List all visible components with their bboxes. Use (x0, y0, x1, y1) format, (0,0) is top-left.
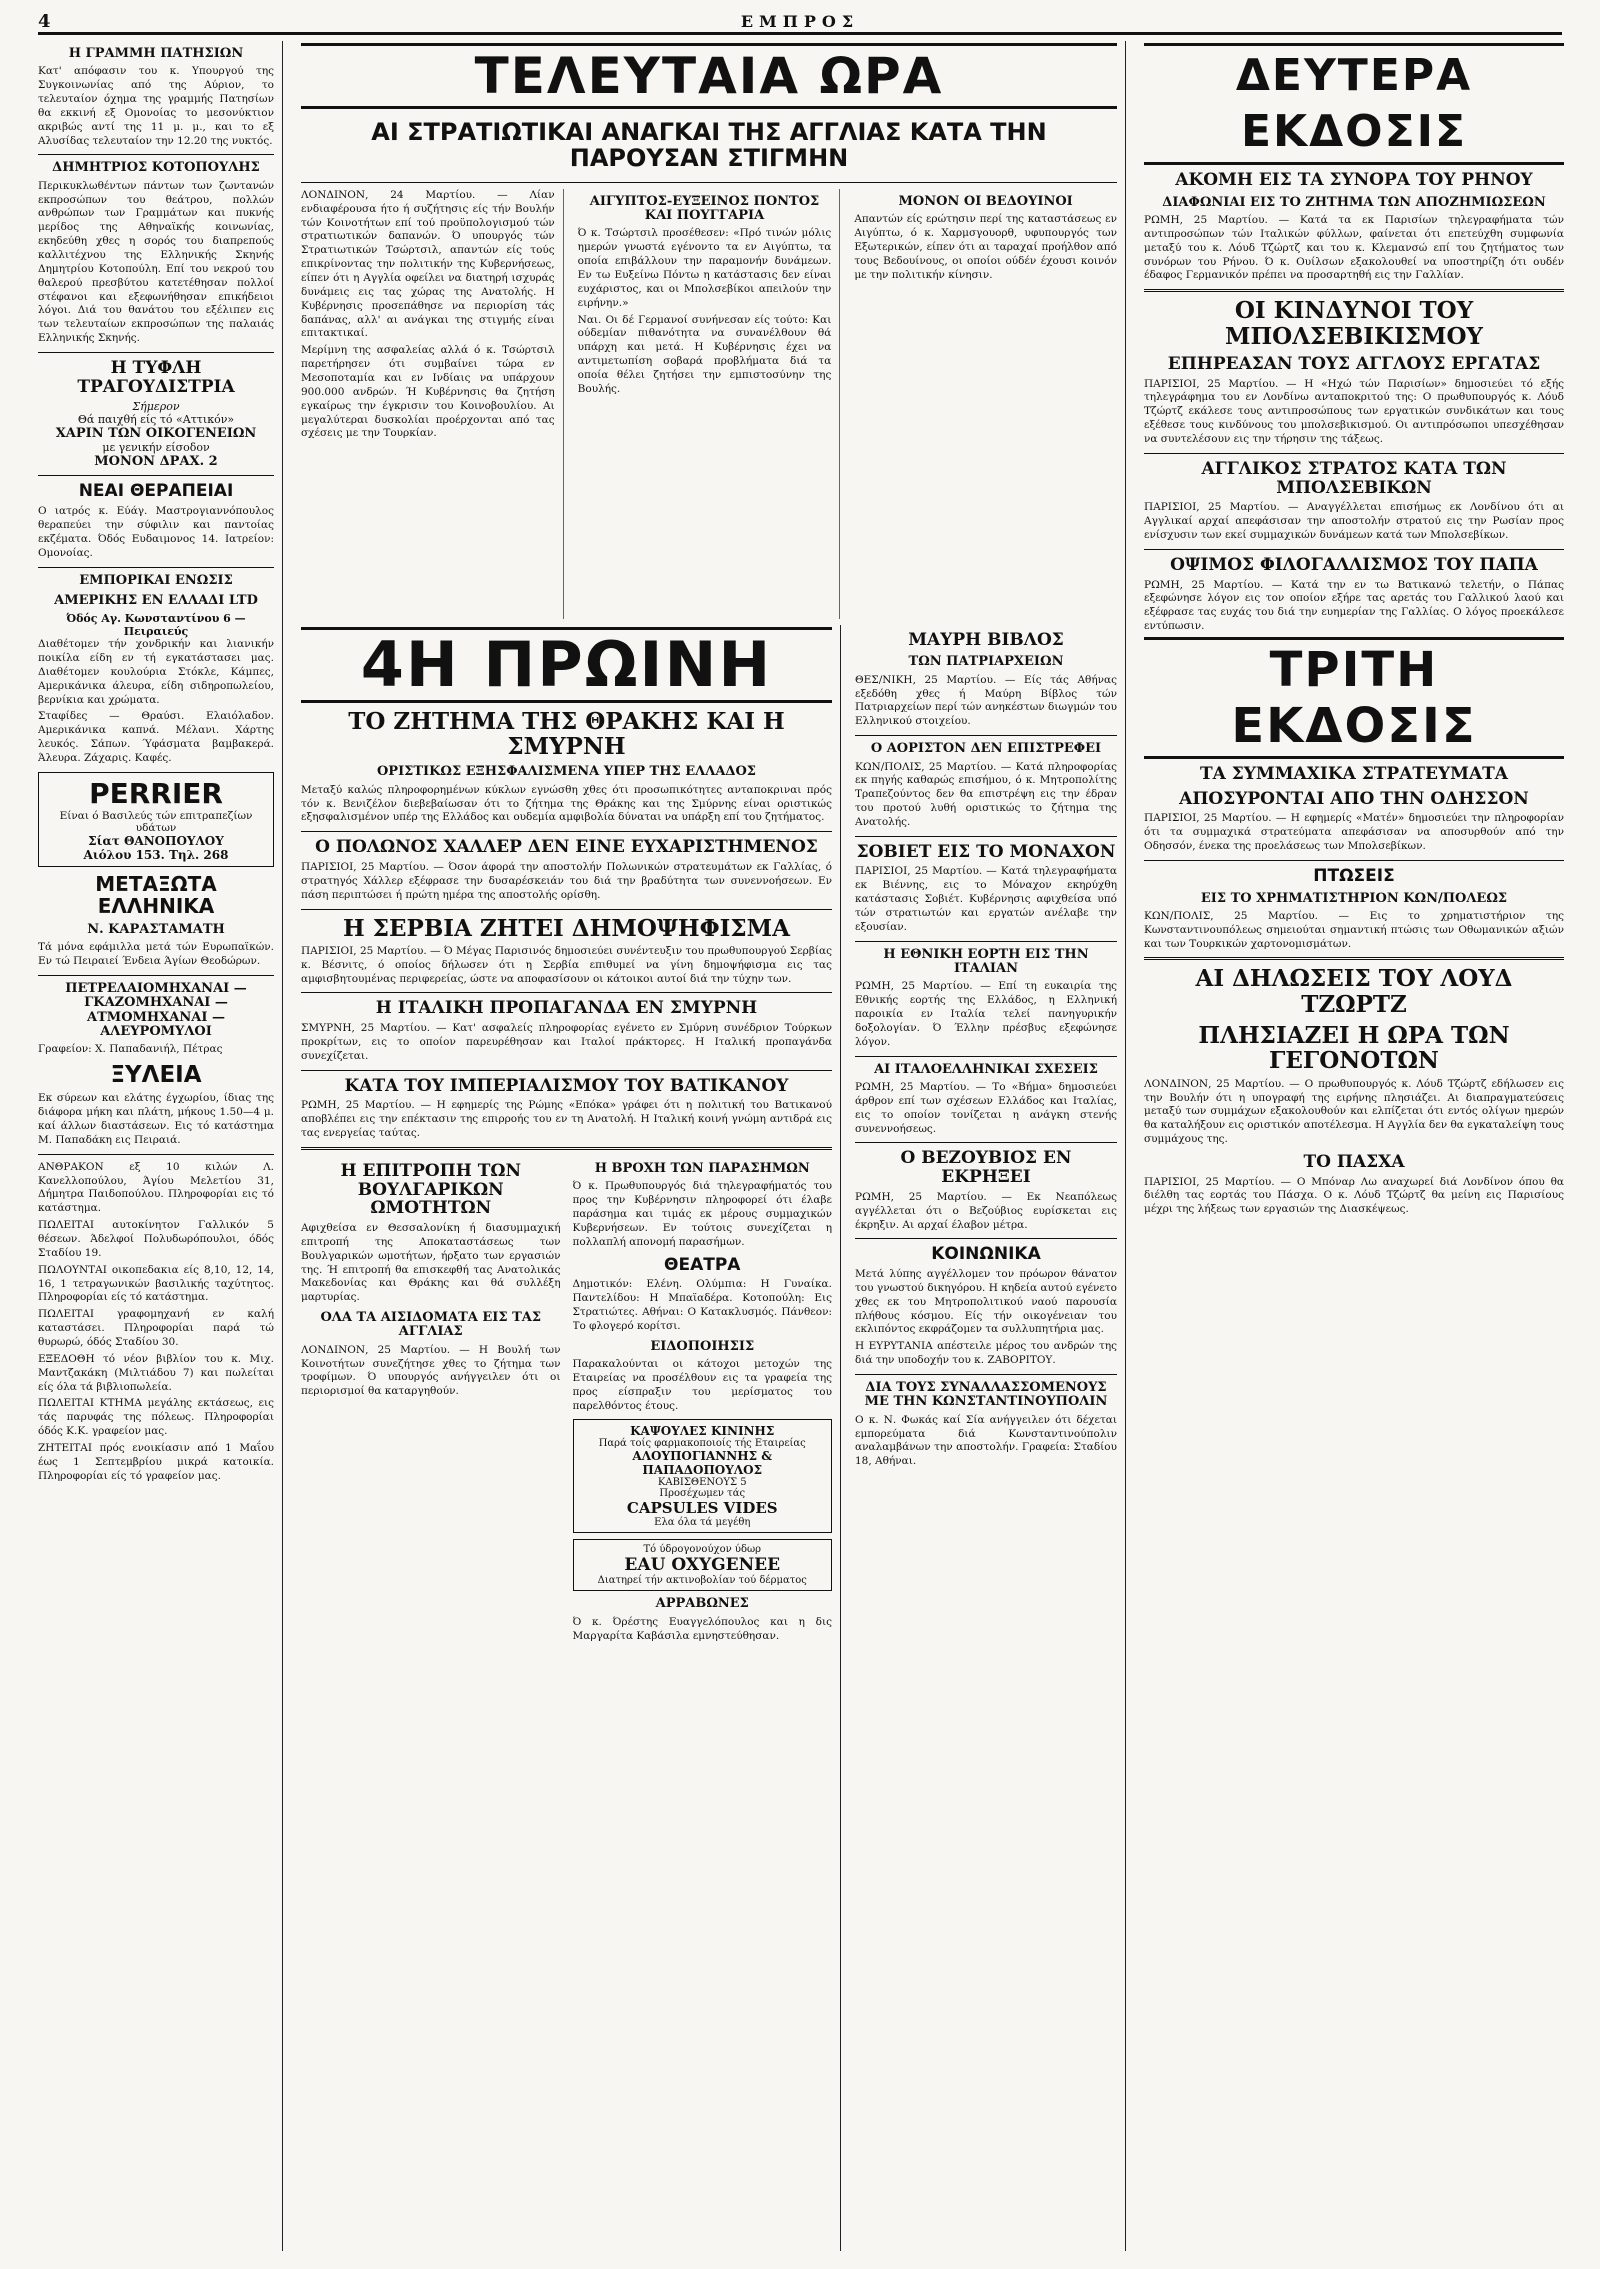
black-book-headline: ΜΑΥΡΗ ΒΙΒΛΟΣ (908, 629, 1064, 650)
egypt-text: Ό κ. Τσώρτσιλ προσέθεσεν: «Πρό τινών μόλις ημερών γνωστά εγένοντο τα εν Αιγύπτω, τα οποία επιβάλλουν την παραμονήν δυνάμεων. Εν τω Ευξείνω Πόντω η κατάστασις δεν είναι ευχάριστος, και οι Μπολσεβίκοι απειλούν την ειρήνην.» (577, 227, 832, 309)
left-column (38, 41, 283, 2251)
blind-singer-line3: με γενικήν είσοδον (102, 441, 210, 455)
italo-greek-headline: ΑΙ ΙΤΑΛΟΕΛΛΗΝΙΚΑΙ ΣΧΕΣΕΙΣ (874, 1061, 1098, 1077)
center-left-block (301, 625, 841, 2251)
trade-union-sub: ΑΜΕΡΙΚΗΣ ΕΝ ΕΛΛΑΔΙ LTD (54, 592, 258, 608)
bolshevism-subhead: ΕΠΗΡΕΑΣΑΝ ΤΟΥΣ ΑΓΓΛΟΥΣ ΕΡΓΑΤΑΣ (1167, 353, 1541, 374)
easter-text: ΠΑΡΙΣΙΟΙ, 25 Μαρτίου. — Ο Μπόναρ Λω αναχωρεί διά Λονδίνον όπου θα διέλθη τας εορτάς του Πάσχα. Ο κ. Λόυδ Τζώρτζ θα μείνη εις Παρισίους μέχρι της λήξεως των εργασιών της Διασκέψεως. (1144, 1175, 1564, 1216)
quinine-line3: ΑΛΟΥΠΟΓΙΑΝΝΗΣ & ΠΑΠΑΔΟΠΟΥΛΟΣ (632, 1449, 773, 1478)
engagements-text: Ό κ. Όρέστης Ευαγγελόπουλος και η δις Μαργαρίτα Καβάσιλα εμνηστεύθησαν. (572, 1615, 832, 1642)
silks-text: Τά μόνα εφάμιλλα μετά τών Ευρωπαϊκών. Εν τώ Πειραιεί Ένδεια Άγίων Θεοδώρων. (38, 941, 274, 968)
lloyd-george-subhead: ΠΛΗΣΙΑΖΕΙ Η ΩΡΑ ΤΩΝ ΓΕΓΟΝΟΤΩΝ (1198, 1022, 1510, 1075)
rhine-headline: ΑΚΟΜΗ ΕΙΣ ΤΑ ΣΥΝΟΡΑ ΤΟΥ ΡΗΝΟΥ (1175, 170, 1533, 190)
bolshevism-text: ΠΑΡΙΣΙΟΙ, 25 Μαρτίου. — Η «Ηχώ τών Παρισίων» δημοσιεύει τό εξής τηλεγράφημα του εν Λονδίνω ανταποκριτού της: Ο πρωθυπουργός κ. Λόυδ Τζώρτζ εκάλεσε τους αντιπροσώπους των εργατικών συνδικάτων και τους εξέθεσε τους κινδύνους του μπολσεβικισμού. Οι αντιπρόσωποι υπεσχέθησαν να συντελέσουν εις την τήρησιν της τάξεως. (1144, 377, 1564, 445)
haller-text: ΠΑΡΙΣΙΟΙ, 25 Μαρτίου. — Όσον άφορά την αποστολήν Πολωνικών στρατευμάτων εκ Γαλλίας, ό στρατηγός Χάλλερ εξέφρασε την δυσαρέσκειάν του διά την βραδύτητα των συνεννοήσεων. Εν πάση περιπτώσει ή πρώτη ημέρα της αποστολής ορίσθη. (301, 860, 832, 901)
trade-union-text: Διαθέτομεν τήν χονδρικήν και λιανικήν ποικίλα είδη εν τή εγκατάστασει μας. Διαθέτομεν κουλούρια Στόκλε, Κάμπες, Αμερικάνικα άλευρα, είδη σιδηροπωλείου, βερνίκια και χρώματα. (38, 638, 274, 706)
exile-text: ΚΩΝ/ΠΟΛΙΣ, 25 Μαρτίου. — Κατά πληροφορίας εκ πηγής καθαρώς επισήμου, ό κ. Μητροπολίτης Τραπεζούντος δεν θα επιστρέψη εις την έδραν του προτού λυθή οριστικώς το ζήτημα της Ανατολής. (855, 760, 1117, 828)
odessa-headline: ΤΑ ΣΥΜΜΑΧΙΚΑ ΣΤΡΑΤΕΥΜΑΤΑ (1199, 763, 1508, 784)
rhine-text: ΡΩΜΗ, 25 Μαρτίου. — Κατά τα εκ Παρισίων τηλεγραφήματα τών αντιπροσώπων τών Ιταλικών φύλλων, φαίνεται ότι επετεύχθη συμφωνία μεταξύ του κ. Λόυδ Τζώρτζ και του κ. Κλεμανσώ επί του ζητήματος των συνόρων του Ρήνου. Ό κ. Ουίλσων εξακολουθεί να υποστηρίζη ότι ουδέν έδαφος Γερμανικόν πρέπει να προσαρτηθή εις την Γαλλίαν. (1144, 213, 1564, 282)
trade-union-list: Σταφίδες — Θραύσι. Ελαιόλαδον. Αμερικάνικα καπνά. Μέλανι. Χάρτης λευκός. Σάπων. Ύφάσματα βαμβακερά. Άλευρα. Ζάχαρις. Καφές. (38, 710, 274, 765)
exile-headline: Ο ΑΟΡΙΣΤΟΝ ΔΕΝ ΕΠΙΣΤΡΕΦΕΙ (870, 741, 1102, 757)
vesuvius-text: ΡΩΜΗ, 25 Μαρτίου. — Εκ Νεαπόλεως αγγέλλεται ότι ο Βεζούβιος ευρίσκεται εις έκρηξιν. Αι αρχαί έλαβον μέτρα. (855, 1190, 1117, 1231)
rain-text: Ό κ. Πρωθυπουργός διά τηλεγραφήματός του προς την Κυβέρνησιν πληροφορεί ότι έλαβε παράσημα και τιμάς εκ μέρους συμμαχικών Κυβερνήσεων. Εν τούτοις συνεχίζεται η πολλαπλή απονομή παρασήμων. (572, 1180, 832, 1248)
perrier-title: PERRIER (89, 776, 223, 810)
thrace-subhead: ΟΡΙΣΤΙΚΩΣ ΕΞΗΣΦΑΛΙΣΜΕΝΑ ΥΠΕΡ ΤΗΣ ΕΛΛΑΔΟΣ (376, 764, 757, 780)
eau-line3: Διατηρεί τήν ακτινοβολίαν τού δέρματος (597, 1575, 807, 1587)
paper-name: ΕΜΠΡΟΣ (740, 11, 860, 31)
lead-story-col1: ΛΟΝΔΙΝΟΝ, 24 Μαρτίου. — Λίαν ενδιαφέρουσα ήτο ή συζήτησις είς τήν Βουλήν τών Κοινοτήτων επί τού προϋπολογισμού τών στρατιωτικών δαπανών. Ό υπουργός τών Στρατιωτικών Τσώρτσιλ, απαντών είς τούς επικρίνοντας την πολιτικήν της Κυβερνήσεως, είπεν ότι η Αγγλία οφείλει να διατηρή ισχυράς δυνάμεις εις τας χώρας της Ανατολής. Η Κυβέρνησις προσεπάθησε να περιορίση τάς δαπάνας, αλλ' αι ανάγκαι της στιγμής είναι επιτακτικαί. (301, 188, 555, 340)
classified-item: ΠΩΛΟΥΝΤΑΙ οικοπεδακια είς 8,10, 12, 14, 16, 1 τετραγωνικών βασιλικής ταχύτητος. Πληροφορίαι είς τό κατάστημα. (38, 1263, 274, 1304)
eau-oxygenee-ad (573, 1539, 833, 1591)
center-right-block (855, 625, 1117, 2251)
rhine-subhead: ΔΙΑΦΩΝΙΑΙ ΕΙΣ ΤΟ ΖΗΤΗΜΑ ΤΩΝ ΑΠΟΖΗΜΙΩΣΕΩΝ (1162, 194, 1546, 210)
british-army-headline: ΑΓΓΛΙΚΟΣ ΣΤΡΑΤΟΣ ΚΑΤΑ ΤΩΝ ΜΠΟΛΣΕΒΙΚΩΝ (1201, 458, 1507, 498)
notices-text: Παρακαλούνται οι κάτοχοι μετοχών της Εταιρείας να προσέλθουν εις τα γραφεία της προς είσπραξιν του μερίσματος του παρελθόντος έτους. (572, 1357, 832, 1412)
eurytania-text: Η ΕΥΡΥΤΑΝΙΑ απέστειλε μέρος του ανδρών της διά την υποδοχήν του κ. ΖΑΒΟΡΙΤΟΥ. (855, 1340, 1117, 1367)
bedouins-text: Απαντών είς ερώτησιν περί της καταστάσεως εν Αιγύπτω, ό κ. Χαρμσγουορθ, υφυπουργός των Εξωτερικών, είπεν ότι αι ταραχαί προήλθον από τους Βεδουίνους, οι οποίοι ούδέν έχουσι κοινόν με την πολιτικήν κίνησιν. (854, 213, 1117, 281)
thrace-headline: ΤΟ ΖΗΤΗΜΑ ΤΗΣ ΘΡΑΚΗΣ ΚΑΙ Η ΣΜΥΡΝΗ (348, 707, 785, 761)
silks-headline: ΜΕΤΑΞΩΤΑ ΕΛΛΗΝΙΚΑ (95, 871, 217, 918)
second-edition-banner: ΔΕΥΤΕΡΑ ΕΚΔΟΣΙΣ (1144, 43, 1564, 165)
bedouins-subhead: ΜΟΝΟΝ ΟΙ ΒΕΔΟΥΙΝΟΙ (898, 193, 1073, 209)
patision-headline: Η ΓΡΑΜΜΗ ΠΑΤΗΣΙΩΝ (68, 46, 244, 61)
classified-item: ΠΩΛΕΙΤΑΙ γραφομηχανή εν καλή καταστάσει. Πληροφορίαι παρά τώ θυρωρώ, όδός Σταδίου 30. (38, 1308, 274, 1348)
engines-text: Γραφείον: Χ. Παπαδανιήλ, Πέτρας (38, 1043, 223, 1056)
theatre-text: Δημοτικόν: Ελένη. Ολύμπια: Η Γυναίκα. Παντελίδου: Η Μπαϊαδέρα. Κοτοπούλη: Εις Στρατιώτες. Αθήναι: Ο Κατακλυσμός. Πάνθεον: Το φλογερό κορίτσι. (572, 1278, 832, 1332)
center-section (301, 41, 1126, 2251)
classified-item: ΖΗΤΕΙΤΑΙ πρός ενοικίασιν από 1 Μαΐου έως 1 Σεπτεμβρίου μικρά κατοικία. Πληροφορίαι είς τό γραφείον μας. (38, 1442, 274, 1482)
kotopoulis-text: Περικυκλωθέντων πάντων των ζωντανών εκπροσώπων του θεάτρου, πολλών ανθρώπων των Γραμμάτων και πυκνής μερίδος της Αθηναϊκής κοινωνίας, εκηδεύθη χθες η σορός του διαπρεπούς καλλιτέχνου της Ελληνικής Σκηνής Δημητρίου Κοτοπούλη. Επί του νεκρού του θαλερού πρεσβύτου κατετέθησαν πολλοί στέφανοι και εξεφωνήθησαν επικήδειοι λόγοι. Διά του θανάτου του εξέλιπεν εις των τελευταίων εκπροσώπων της παλαιάς Ελληνικής Σκηνής. (38, 179, 274, 345)
silks-sub: Ν. ΚΑΡΑΣΤΑΜΑΤΗ (87, 921, 225, 937)
bolshevism-headline: ΟΙ ΚΙΝΔΥΝΟΙ ΤΟΥ ΜΠΟΛΣΕΒΙΚΙΣΜΟΥ (1225, 297, 1483, 350)
smyrna-text: ΣΜΥΡΝΗ, 25 Μαρτίου. — Κατ' ασφαλείς πληροφορίας εγένετο εν Σμύρνη συνέδριον Τούρκων προκρίτων, εις το οποίον παρευρέθησαν και Ιταλοί πράκτορες. Η Ιταλική προπαγάνδα συνεχίζεται. (301, 1022, 832, 1062)
soviet-headline: ΣΟΒΙΕΤ ΕΙΣ ΤΟ ΜΟΝΑΧΟΝ (856, 841, 1116, 862)
pope-text: ΡΩΜΗ, 25 Μαρτίου. — Κατά την εν τω Βατικανώ τελετήν, ο Πάπας εξεφώνησε λόγον εις τον οποίον εξήρε τας αρετάς του Γαλλικού λαού και εξέφρασε τας ευχάς του διά την ευημερίαν της Γαλλίας. Ο λόγος προεκάλεσε εντύπωσιν. (1144, 578, 1564, 633)
blind-singer-line2: ΧΑΡΙΝ ΤΩΝ ΟΙΚΟΓΕΝΕΙΩΝ (55, 426, 257, 442)
quinine-line5: Προσέχωμεν τάς (659, 1488, 746, 1500)
perrier-text: Είναι ό Βασιλεύς τών επιτραπεζίων υδάτων (59, 809, 253, 834)
committee-text: Αφιχθείσα εν Θεσσαλονίκη ή διασυμμαχική επιτροπή της Αποκαταστάσεως των Βουλγαρικών ωμοτήτων, ήρξατο των εργασιών της. Ή επιτροπή θα επισκεφθή τας Ανατολικάς Μακεδονίας και Θράκης και θά συλλέξη μαρτυρίας. (301, 1221, 561, 1304)
soviet-text: ΠΑΡΙΣΙΟΙ, 25 Μαρτίου. — Κατά τηλεγραφήματα εκ Βιέννης, εις το Μόναχον εκηρύχθη κατάστασις Σοβιέτ. Κυβέρνησις αφιχθείσα υπό τών στρατιωτών και εργατών ανέλαβε την εξουσίαν. (855, 865, 1117, 933)
quinine-line1: ΚΑΨΟΥΛΕΣ ΚΙΝΙΝΗΣ (630, 1424, 775, 1439)
eau-line1: Τό ύδρογονούχον ύδωρ (643, 1544, 761, 1556)
pope-headline: ΟΨΙΜΟΣ ΦΙΛΟΓΑΛΛΙΣΜΟΣ ΤΟΥ ΠΑΠΑ (1170, 554, 1538, 575)
black-book-sub: ΤΩΝ ΠΑΤΡΙΑΡΧΕΙΩΝ (908, 654, 1064, 670)
trade-union-headline: ΕΜΠΟΡΙΚΑΙ ΕΝΩΣΙΣ (79, 572, 233, 588)
blind-singer-sub: Σήμερον (132, 400, 180, 414)
falls-subhead: ΕΙΣ ΤΟ ΧΡΗΜΑΤΙΣΤΗΡΙΟΝ ΚΩΝ/ΠΟΛΕΩΣ (1200, 890, 1508, 906)
timber-headline: ΞΥΛΕΙΑ (110, 1061, 202, 1088)
blind-singer-line1: Θά παιχθή είς τό «Αττικόν» (77, 413, 235, 427)
italy-headline: Η ΕΘΝΙΚΗ ΕΟΡΤΗ ΕΙΣ ΤΗΝ ΙΤΑΛΙΑΝ (883, 946, 1089, 977)
lead-story-col3: Ναι. Οι δέ Γερμανοί συνήνεσαν είς τούτο: Και ούδεμίαν πιθανότητα να συνανέλθουν θά υπάρχη και μετά. Η Κυβέρνησις έχει να αντιμετωπίση σοβαρά προβλήματα διά τα οποία θέλει ζητήσει την εμπιστοσύνην της Βουλής. (577, 313, 832, 395)
lloyd-george-text: ΛΟΝΔΙΝΟΝ, 25 Μαρτίου. — Ο πρωθυπουργός κ. Λόυδ Τζώρτζ εδήλωσεν εις την Βουλήν ότι η υπογραφή της ειρήνης πλησιάζει. Αι διαπραγματεύσεις μεταξύ των συμμάχων εξακολουθούν και ελπίζεται ότι εντός ολίγων ημερών θα καταλήξουν εις οριστικόν αποτέλεσμα. Η Αγγλία δεν θα εγκαταλείψη τους συμμάχους της. (1144, 1077, 1564, 1146)
therapies-headline: ΝΕΑΙ ΘΕΡΑΠΕΙΑΙ (78, 481, 234, 502)
food-text: ΛΟΝΔΙΝΟΝ, 25 Μαρτίου. — Η Βουλή των Κοινοτήτων συνεζήτησε χθες το ζήτημα των τροφίμων. Ό υπουργός ανήγγειλεν ότι οι περιορισμοί θα καταργηθούν. (301, 1343, 561, 1398)
blind-singer-line4: ΜΟΝΟΝ ΔΡΑΧ. 2 (94, 454, 218, 470)
easter-headline: ΤΟ ΠΑΣΧΑ (1303, 1151, 1405, 1172)
right-column (1144, 41, 1564, 2251)
quinine-line4: ΚΑΒΙΣΘΕΝΟΥΣ 5 (657, 1477, 747, 1489)
vatican-text: ΡΩΜΗ, 25 Μαρτίου. — Η εφημερίς της Ρώμης «Επόκα» γράφει ότι η πολιτική του Βατικανού αποβλέπει εις την επέκτασιν της επιρροής του εν τη Ανατολή. Η Ιταλική κοινή γνώμη αντιδρά εις τας ενεργείας ταύτας. (301, 1099, 832, 1140)
thrace-text: Μεταξύ καλώς πληροφορημένων κύκλων εγνώσθη χθες ότι προσωπικότητες ανταποκριναι πρός τόν κ. Βενιζέλον διεβεβαίωσαν ότι το ζήτημα της Θράκης και της Σμύρνης είναι οριστικώς εξησφαλισμένον υπέρ της Ελλάδος και ουδεμία αμφιβολία δύναται να υπάρξη επί του ζητήματος. (301, 783, 832, 824)
last-hour-banner: ΤΕΛΕΥΤΑΙΑ ΩΡΑ (301, 43, 1117, 109)
classified-item: ΠΩΛΕΙΤΑΙ ΚΤΗΜΑ μεγάλης εκτάσεως, εις τάς παρυφάς της πόλεως. Πληροφορίαι όδός Κ.Κ. γραφείον μας. (38, 1397, 274, 1438)
engines-headline: ΠΕΤΡΕΛΑΙΟΜΗΧΑΝΑΙ — ΓΚΑΖΟΜΗΧΑΝΑΙ — ΑΤΜΟΜΗΧΑΝΑΙ — ΑΛΕΥΡΟΜΥΛΟΙ (65, 980, 247, 1039)
timber-text: Εκ σύρεων και ελάτης έγχωρίου, ίδιας της διάφορα μήκη και πλάτη, μήκους 1.50—4 μ. καί άλλων διαστάσεων. Εις τό κατάστημα Μ. Παπαδάκη εις Πειραιά. (38, 1092, 274, 1146)
social-headline: ΚΟΙΝΩΝΙΚΑ (931, 1244, 1041, 1265)
perrier-shop: Σίατ ΘΑΝΟΠΟΥΛΟΥ (88, 833, 224, 848)
fourth-morning-banner: 4Η ΠΡΩΙΝΗ (301, 627, 832, 703)
egypt-subhead: ΑΙΓΥΠΤΟΣ-ΕΥΞΕΙΝΟΣ ΠΟΝΤΟΣ ΚΑΙ ΠΟΥΓΓΑΡΙΑ (589, 193, 820, 224)
vatican-headline: ΚΑΤΑ ΤΟΥ ΙΜΠΕΡΙΑΛΙΣΜΟΥ ΤΟΥ ΒΑΤΙΚΑΝΟΥ (344, 1075, 789, 1096)
masthead (38, 10, 1562, 35)
military-needs-headline: ΑΙ ΣΤΡΑΤΙΩΤΙΚΑΙ ΑΝΑΓΚΑΙ ΤΗΣ ΑΓΓΛΙΑΣ ΚΑΤΑ ΤΗΝ ΠΑΡΟΥΣΑΝ ΣΤΙΓΜΗΝ (371, 118, 1047, 173)
social-text: Μετά λύπης αγγέλλομεν τον πρόωρον θάνατον του γνωστού δικηγόρου. Η κηδεία αυτού εγένετο χθες εκ του Μητροπολιτικού ναού παρουσία πλήθους κόσμου. Είς τήν οικογένειαν του εκλιπόντος εκφράζομεν τα συλλυπητήρια μας. (855, 1268, 1117, 1336)
classified-item: ΑΝΘΡΑΚΟΝ εξ 10 κιλών Λ. Κανελλοπούλου, Άγίου Μελετίου 31, Δήμητρα Παιδοπούλου. Πληροφορίαι εις τό κατάστημα. (38, 1160, 274, 1215)
british-army-text: ΠΑΡΙΣΙΟΙ, 25 Μαρτίου. — Αναγγέλλεται επισήμως εκ Λονδίνου ότι αι Αγγλικαί αρχαί απεφάσισαν την αποστολήν στρατού εις την Ρωσίαν προς ενίσχυσιν των εκεί συμμαχικών δυνάμεων κατά των Μπολσεβίκων. (1144, 501, 1564, 541)
quinine-line2: Παρά τοίς φαρμακοποιοίς τής Εταιρείας (598, 1438, 806, 1450)
notices-headline: ΕΙΔΟΠΟΙΗΣΙΣ (650, 1338, 755, 1354)
lead-story (301, 189, 1117, 619)
constantinople-headline: ΔΙΑ ΤΟΥΣ ΣΥΝΑΛΛΑΣΣΟΜΕΝΟΥΣ ΜΕ ΤΗΝ ΚΩΝΣΤΑΝΤΙΝΟΥΠΟΛΙΝ (864, 1380, 1108, 1410)
perrier-address: Αιόλου 153. Τηλ. 268 (83, 847, 229, 862)
third-edition-banner: ΤΡΙΤΗ ΕΚΔΟΣΙΣ (1144, 637, 1564, 759)
engagements-headline: ΑΡΡΑΒΩΝΕΣ (655, 1596, 749, 1612)
page-number: 4 (38, 10, 51, 32)
blind-singer-headline: Η ΤΥΦΛΗ ΤΡΑΓΟΥΔΙΣΤΡΙΑ (77, 358, 235, 397)
kotopoulis-headline: ΔΗΜΗΤΡΙΟΣ ΚΟΤΟΠΟΥΛΗΣ (52, 160, 260, 176)
quinine-line7: Ελα όλα τά μεγέθη (654, 1517, 751, 1529)
odessa-subhead: ΑΠΟΣΥΡΟΝΤΑΙ ΑΠΟ ΤΗΝ ΟΔΗΣΣΟΝ (1179, 788, 1529, 809)
perrier-ad (38, 772, 274, 867)
italo-greek-text: ΡΩΜΗ, 25 Μαρτίου. — Το «Βήμα» δημοσιεύει άρθρον επί των σχέσεων Ελλάδος και Ιταλίας, εις το οποίον τονίζεται η ανάγκη στενής συνεννοήσεως. (855, 1080, 1117, 1135)
committee-headline: Η ΕΠΙΤΡΟΠΗ ΤΩΝ ΒΟΥΛΓΑΡΙΚΩΝ ΩΜΟΤΗΤΩΝ (340, 1160, 522, 1219)
food-headline: ΟΛΑ ΤΑ ΑΙΣΙΔΟΜΑΤΑ ΕΙΣ ΤΑΣ ΑΓΓΛΙΑΣ (320, 1310, 542, 1340)
classified-item: ΠΩΛΕΙΤΑΙ αυτοκίνητον Γαλλικόν 5 θέσεων. Άδελφοί Πολυδωρόπουλοι, όδός Σταδίου 19. (38, 1219, 274, 1259)
therapies-text: Ο ιατρός κ. Εύάγ. Μαστρογιαννόπουλος θεραπεύει την σύφιλιν και παντοίας εκζέματα. Όδός Ευδαιμονος 14. Ιατρείον: Ομονοίας. (38, 505, 274, 559)
eau-line2: EAU OXYGENEE (624, 1555, 781, 1576)
serbia-headline: Η ΣΕΡΒΙΑ ΖΗΤΕΙ ΔΗΜΟΨΗΦΙΣΜΑ (343, 914, 790, 942)
vesuvius-headline: Ο ΒΕΖΟΥΒΙΟΣ ΕΝ ΕΚΡΗΞΕΙ (900, 1148, 1072, 1188)
falls-text: ΚΩΝ/ΠΟΛΙΣ, 25 Μαρτίου. — Εις το χρηματιστήριον της Κωνσταντινουπόλεως σημειούται σημαντική πτώσις των Οθωμανικών αξιών και των Τουρκικών χαρτονομισμάτων. (1144, 909, 1564, 950)
theatre-headline: ΘΕΑΤΡΑ (664, 1254, 741, 1275)
patision-text: Κατ' απόφασιν του κ. Υπουργού της Συγκοινωνίας από της Αύριον, το τελευταίον όχημα της γραμμής Πατησίων θα εκκινή εξ Ομονοίας το μεσονύκτιον ακριβώς αντί της 11 μ. μ., και το εξ Αλυσίδας τελευταίον την 12.20 της νυκτός. (38, 65, 274, 147)
haller-headline: Ο ΠΟΛΩΝΟΣ ΧΑΛΛΕΡ ΔΕΝ ΕΙΝΕ ΕΥΧΑΡΙΣΤΗΜΕΝΟΣ (315, 837, 818, 858)
classified-item: ΕΞΕΔΟΘΗ τό νέον βιβλίον του κ. Μιχ. Μαντζακάκη (Μιλτιάδου 7) και πωλείται είς όλα τά βιβλιοπωλεία. (38, 1352, 274, 1393)
smyrna-headline: Η ΙΤΑΛΙΚΗ ΠΡΟΠΑΓΑΝΔΑ ΕΝ ΣΜΥΡΝΗ (375, 998, 758, 1019)
quinine-line6: CAPSULES VIDES (626, 1499, 778, 1518)
serbia-text: ΠΑΡΙΣΙΟΙ, 25 Μαρτίου. — Ό Μέγας Παρισινός δημοσιεύει συνέντευξιν του πρωθυπουργού Σερβίας κ. Βέσνιτς, ό οποίος δήλωσεν ότι η Σερβία επιθυμεί να γίνη δημοψήφισμα εις τας αμφισβητουμένας περιφερείας, ώστε να αποφασίσουν οι κάτοικοι αυτοί διά την τύχην των. (301, 944, 832, 985)
quinine-ad (573, 1419, 833, 1533)
trade-union-address: Όδός Αγ. Κωνσταντίνου 6 — Πειραιεύς (66, 612, 246, 639)
odessa-text: ΠΑΡΙΣΙΟΙ, 25 Μαρτίου. — Η εφημερίς «Ματέν» δημοσιεύει την πληροφορίαν ότι τα συμμαχικά στρατεύματα απεφάσισαν να αποσυρθούν από την Οδησσόν, ένεκα της προελάσεως των Μπολσεβίκων. (1144, 812, 1564, 853)
italy-text: ΡΩΜΗ, 25 Μαρτίου. — Επί τη ευκαιρία της Εθνικής εορτής της Ελλάδος, η Ελληνική παροικία εν Ιταλία τελεί πανηγυρικήν δοξολογίαν. Ό Έλλην πρέσβυς εξεφώνησε λόγον. (855, 980, 1117, 1048)
black-book-text: ΘΕΣ/ΝΙΚΗ, 25 Μαρτίου. — Είς τάς Αθήνας εξεδόθη χθες ή Μαύρη Βίβλος τών Πατριαρχείων περί τών ανηκέστων διωγμών του Ελληνικού στοιχείου. (855, 673, 1117, 728)
lead-story-col1-cont: Μερίμνη της ασφαλείας αλλά ό κ. Τσώρτσιλ παρετήρησεν ότι συμβαίνει τώρα εν Μεσοποταμία και εν Ινδίαις να υπάρχουν 900.000 ανδρών. Ή Κυβέρνησις θα ζητήση εγκαίρως την έγκρισιν του Κοινοβουλίου. Αι μεγαλύτεραι δυσκολίαι προέρχονται από τας σχέσεις με την Τουρκίαν. (301, 344, 555, 440)
rain-headline: Η ΒΡΟΧΗ ΤΩΝ ΠΑΡΑΣΗΜΩΝ (594, 1160, 810, 1176)
falls-headline: ΠΤΩΣΕΙΣ (1313, 865, 1395, 886)
constantinople-text: Ο κ. Ν. Φωκάς καί Σία ανήγγειλεν ότι δέχεται εμπορεύματα διά Κωνσταντινούπολιν αναλαμβάνων την αποστολήν. Γραφεία: Σταδίου 18, Αθήναι. (855, 1413, 1117, 1468)
lloyd-george-headline: ΑΙ ΔΗΛΩΣΕΙΣ ΤΟΥ ΛΟΥΔ ΤΖΩΡΤΖ (1195, 965, 1513, 1018)
